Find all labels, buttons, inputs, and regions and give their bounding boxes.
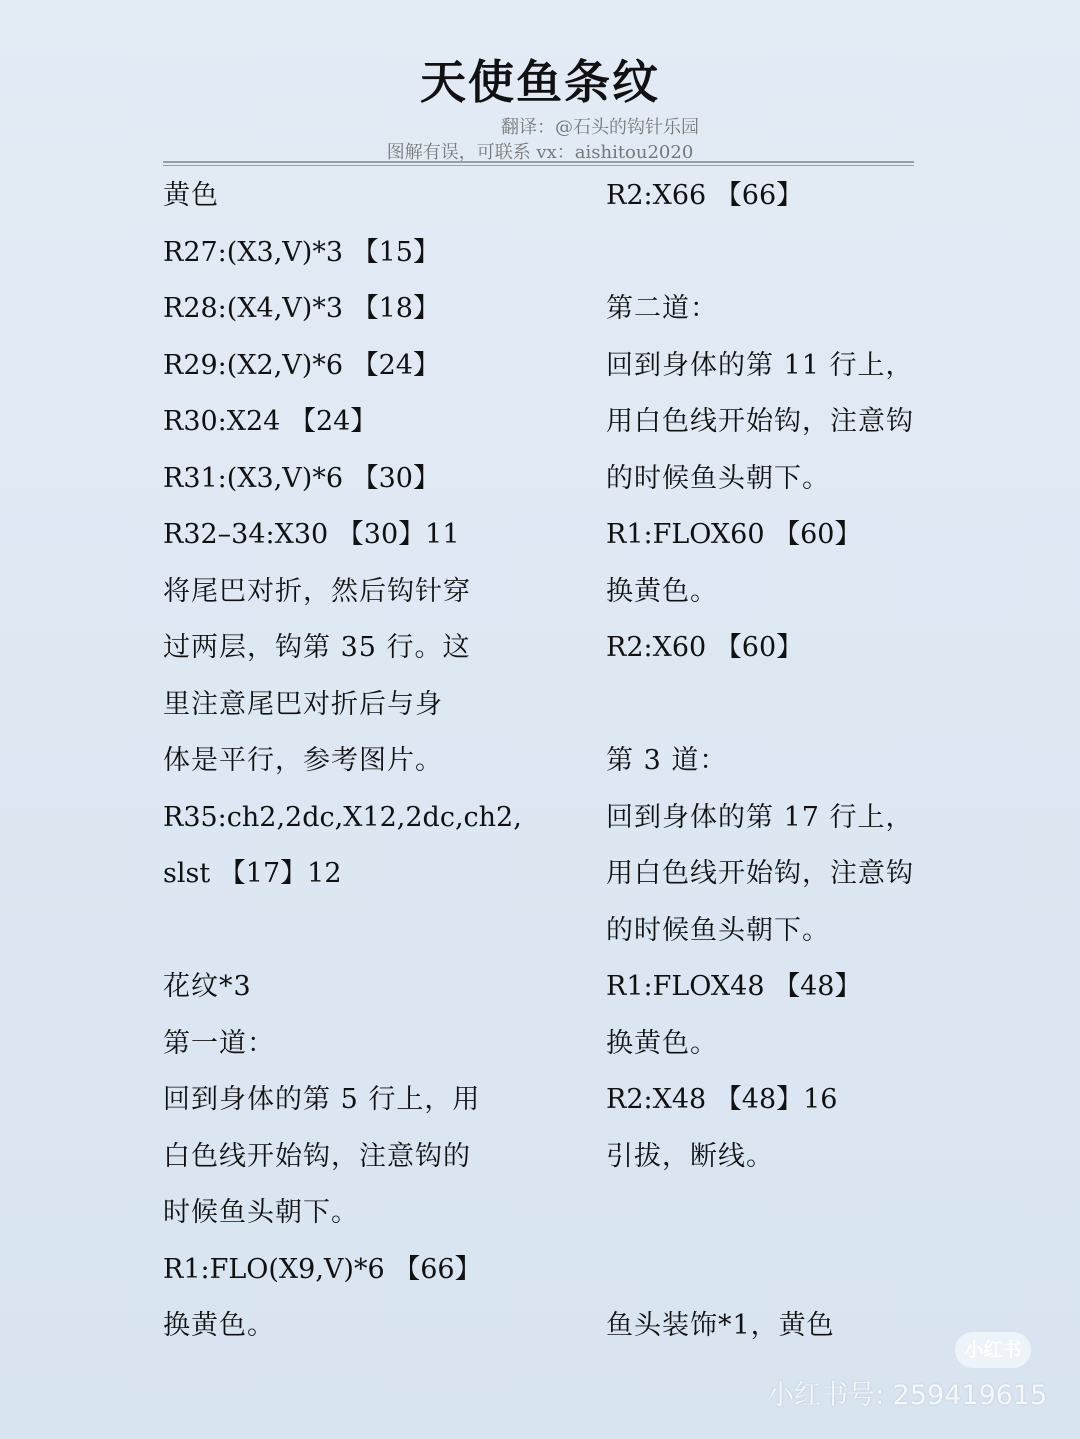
pattern-line: 花纹*3 bbox=[163, 971, 252, 1002]
page-title: 天使鱼条纹 bbox=[420, 55, 660, 109]
pattern-line: R35:ch2,2dc,X12,2dc,ch2, bbox=[163, 801, 522, 833]
pattern-line: R1:FLOX48 【48】 bbox=[606, 971, 862, 1002]
pattern-line: 过两层，钩第 35 行。这 bbox=[163, 632, 471, 663]
pattern-line: 第二道： bbox=[606, 293, 718, 324]
pattern-line: 换黄色。 bbox=[606, 1027, 718, 1059]
translator-credit: 翻译：@石头的钩针乐园 bbox=[501, 117, 699, 138]
pattern-line: 白色线开始钩，注意钩的 bbox=[163, 1140, 471, 1172]
pattern-line: R2:X48 【48】16 bbox=[606, 1084, 838, 1115]
pattern-line bbox=[606, 1242, 1006, 1299]
pattern-line: 换黄色。 bbox=[606, 575, 718, 607]
header-divider-thin bbox=[163, 165, 914, 166]
header-divider bbox=[163, 161, 914, 163]
pattern-line: 黄色 bbox=[163, 180, 219, 211]
pattern-line: 体是平行，参考图片。 bbox=[163, 745, 443, 776]
pattern-line: slst 【17】12 bbox=[163, 858, 342, 889]
pattern-line: 将尾巴对折，然后钩针穿 bbox=[163, 575, 471, 607]
pattern-line: 的时候鱼头朝下。 bbox=[606, 462, 830, 494]
pattern-line: 第 3 道： bbox=[606, 745, 728, 776]
xiaohongshu-logo: 小红书 bbox=[955, 1332, 1031, 1368]
pattern-line: 里注意尾巴对折后与身 bbox=[163, 688, 443, 720]
pattern-line bbox=[606, 225, 1006, 282]
pattern-line: 回到身体的第 11 行上， bbox=[606, 349, 914, 381]
contact-note: 图解有误，可联系 vx：aishitou2020 bbox=[386, 142, 694, 163]
pattern-line: 用白色线开始钩，注意钩 bbox=[606, 858, 914, 889]
pattern-line: R1:FLOX60 【60】 bbox=[606, 519, 862, 550]
pattern-line: 鱼头装饰*1，黄色 bbox=[606, 1310, 835, 1341]
pattern-line bbox=[163, 903, 563, 960]
pattern-line: R31:(X3,V)*6 【30】 bbox=[163, 462, 440, 494]
pattern-line: 第一道： bbox=[163, 1027, 275, 1059]
pattern-line bbox=[606, 677, 1006, 734]
pattern-line: 回到身体的第 5 行上，用 bbox=[163, 1084, 481, 1115]
pattern-line: 引拔，断线。 bbox=[606, 1140, 774, 1172]
pattern-line: R29:(X2,V)*6 【24】 bbox=[163, 349, 440, 381]
pattern-line: 时候鱼头朝下。 bbox=[163, 1197, 359, 1228]
pattern-line: 换黄色。 bbox=[163, 1310, 275, 1341]
pattern-line: R32–34:X30 【30】11 bbox=[163, 519, 460, 550]
pattern-line bbox=[606, 1185, 1006, 1242]
pattern-line: 的时候鱼头朝下。 bbox=[606, 914, 830, 946]
right-column bbox=[606, 168, 1006, 1355]
pattern-line: 回到身体的第 17 行上， bbox=[606, 801, 914, 833]
pattern-line: R1:FLO(X9,V)*6 【66】 bbox=[163, 1253, 482, 1285]
left-column bbox=[163, 168, 563, 1355]
pattern-line: R28:(X4,V)*3 【18】 bbox=[163, 293, 440, 324]
pattern-line: R2:X66 【66】 bbox=[606, 180, 804, 211]
pattern-line: R30:X24 【24】 bbox=[163, 406, 378, 437]
pattern-line: R27:(X3,V)*3 【15】 bbox=[163, 236, 440, 268]
watermark-id: 小红书号: 259419615 bbox=[767, 1380, 1048, 1411]
pattern-line: R2:X60 【60】 bbox=[606, 632, 804, 663]
pattern-line: 用白色线开始钩，注意钩 bbox=[606, 406, 914, 437]
